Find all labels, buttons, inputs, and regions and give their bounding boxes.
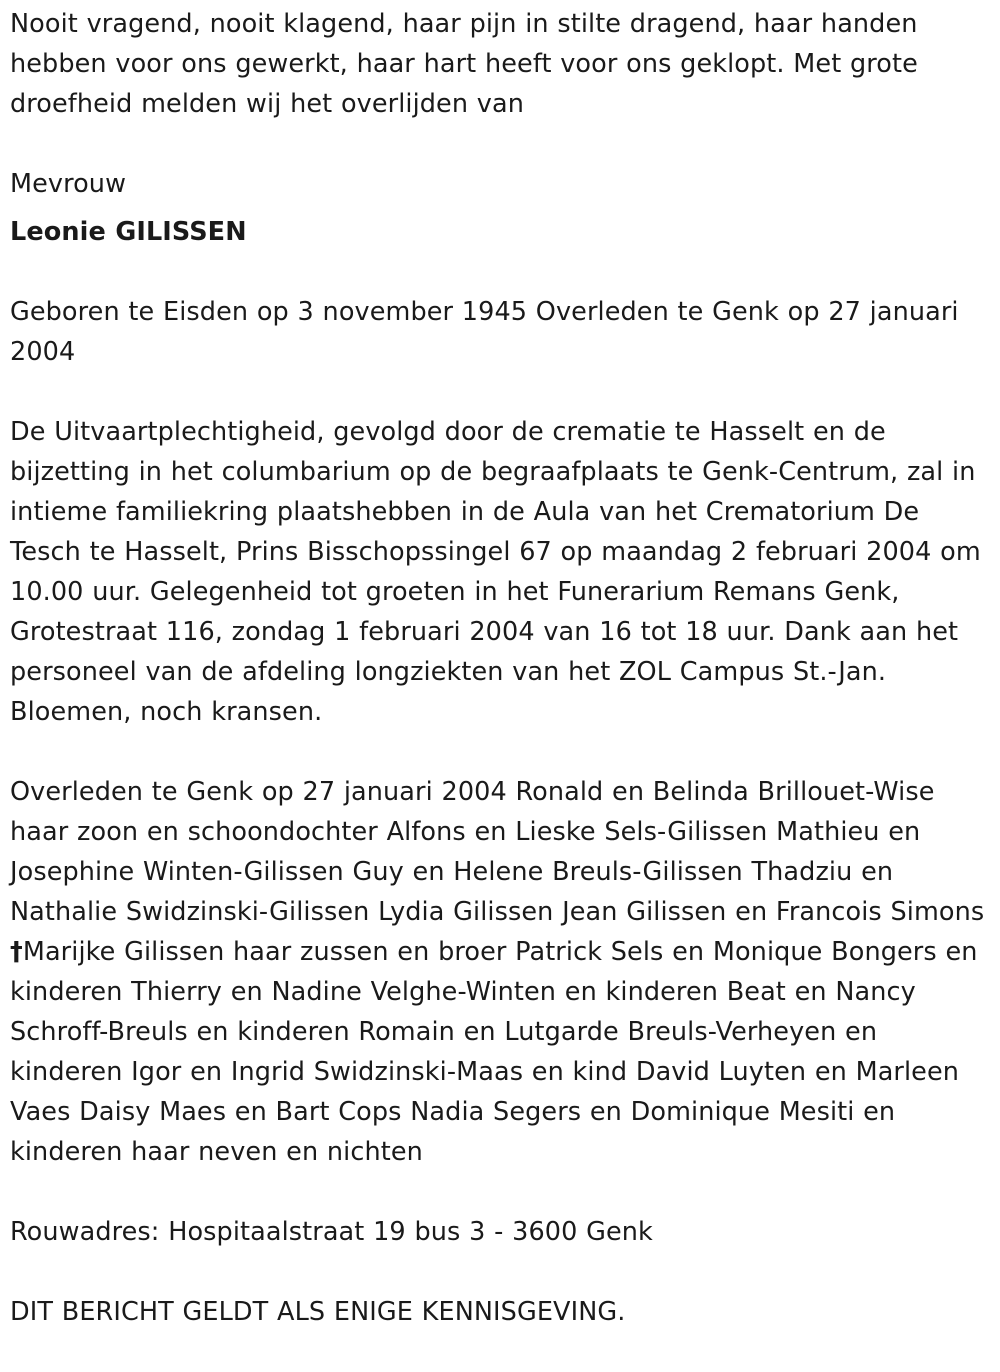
family-text-part2: Marijke Gilissen haar zussen en broer Patrick Sels en Monique Bongers en kinderen Thierry en Nadine Velghe-Winten en kinderen Beat en Nancy Schroff-Breuls en kinderen Romain en Lutgarde Breuls-Verheyen en kinderen Igor en Ingrid Swidzinski-Maas en kind David Luyten en Marleen Vaes Daisy Maes en Bart Cops Nadia Segers en Dominique Mesiti en kinderen haar neven en nichten — [10, 937, 978, 1167]
deceased-name: Leonie GILISSEN — [10, 217, 247, 247]
mourning-address: Rouwadres: Hospitaalstraat 19 bus 3 - 3600 Genk — [10, 1217, 653, 1247]
cross-icon: † — [10, 937, 23, 967]
family-paragraph — [10, 772, 988, 1172]
birth-death-dates: Geboren te Eisden op 3 november 1945 Overleden te Genk op 27 januari 2004 — [10, 297, 959, 367]
obituary-notice — [10, 4, 988, 1372]
ceremony-paragraph: De Uitvaartplechtigheid, gevolgd door de crematie te Hasselt en de bijzetting in het columbarium op de begraafplaats te Genk-Centrum, zal in intieme familiekring plaatshebben in de Aula van het Crematorium De Tesch te Hasselt, Prins Bisschopssingel 67 op maandag 2 februari 2004 om 10.00 uur. Gelegenheid tot groeten in het Funerarium Remans Genk, Grotestraat 116, zondag 1 februari 2004 van 16 tot 18 uur. Dank aan het personeel van de afdeling longziekten van het ZOL Campus St.-Jan. Bloemen, noch kransen. — [10, 417, 981, 727]
salutation: Mevrouw — [10, 169, 127, 199]
family-text-part1: Overleden te Genk op 27 januari 2004 Ronald en Belinda Brillouet-Wise haar zoon en schoondochter Alfons en Lieske Sels-Gilissen Mathieu en Josephine Winten-Gilissen Guy en Helene Breuls-Gilissen Thadziu en Nathalie Swidzinski-Gilissen Lydia Gilissen Jean Gilissen en Francois Simons — [10, 777, 985, 927]
intro-paragraph: Nooit vragend, nooit klagend, haar pijn in stilte dragend, haar handen hebben voor ons gewerkt, haar hart heeft voor ons geklopt. Met grote droefheid melden wij het overlijden van — [10, 9, 918, 119]
closing-statement: DIT BERICHT GELDT ALS ENIGE KENNISGEVING. — [10, 1297, 626, 1327]
